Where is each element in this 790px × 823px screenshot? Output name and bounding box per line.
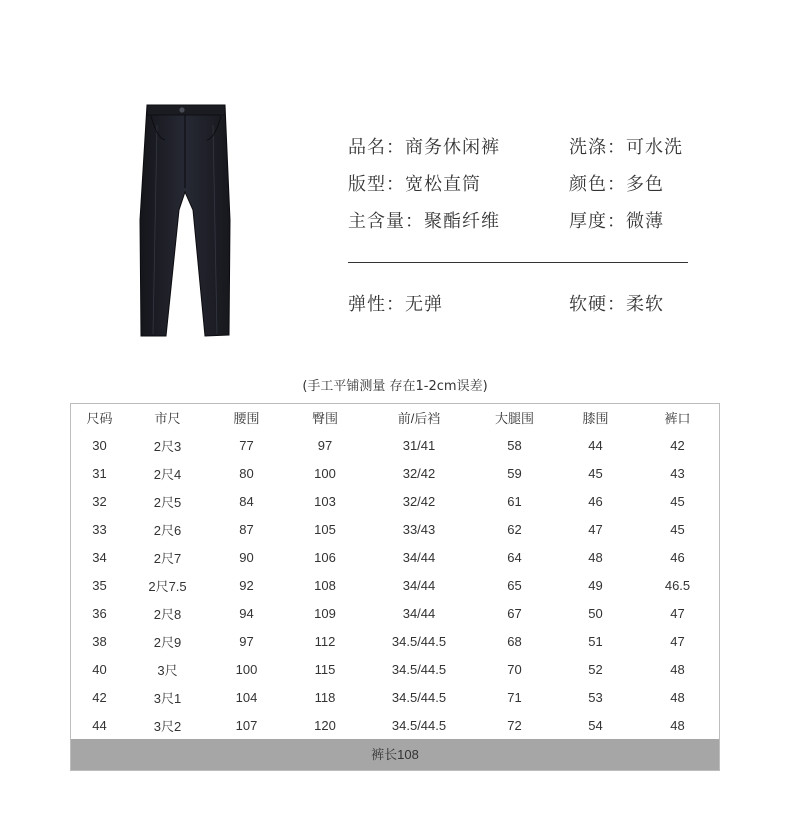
table-header-cell: 裤口 <box>664 411 691 426</box>
table-row <box>71 683 719 711</box>
table-cell: 32 <box>92 493 107 509</box>
table-cell: 33 <box>92 521 107 537</box>
table-cell: 42 <box>92 689 107 705</box>
table-row <box>71 515 719 543</box>
table-cell: 2尺6 <box>153 522 182 538</box>
table-cell: 43 <box>670 465 685 481</box>
table-cell: 34.5/44.5 <box>391 633 447 649</box>
size-table <box>70 403 720 771</box>
table-cell: 47 <box>670 605 685 621</box>
table-cell: 3尺2 <box>153 718 182 734</box>
table-cell: 47 <box>670 633 685 649</box>
table-cell: 45 <box>670 521 685 537</box>
table-cell: 2尺8 <box>153 606 182 622</box>
table-cell: 46.5 <box>664 577 691 593</box>
table-cell: 33/43 <box>402 521 436 537</box>
table-cell: 34.5/44.5 <box>391 689 447 705</box>
spec-divider <box>348 262 688 263</box>
table-cell: 109 <box>314 605 336 621</box>
table-cell: 40 <box>92 661 107 677</box>
table-cell: 3尺 <box>157 662 178 678</box>
table-cell: 50 <box>588 605 603 621</box>
spec-fit: 版型：宽松直筒 <box>348 174 481 195</box>
table-row <box>71 571 719 599</box>
table-cell: 2尺7 <box>153 550 182 566</box>
table-cell: 46 <box>588 493 603 509</box>
table-cell: 72 <box>507 717 522 733</box>
table-header-row <box>71 404 719 431</box>
table-header-cell: 尺码 <box>86 411 113 426</box>
table-cell: 108 <box>314 577 336 593</box>
table-cell: 104 <box>235 689 258 705</box>
table-cell: 107 <box>235 717 258 733</box>
spec-washing: 洗涤：可水洗 <box>569 137 683 158</box>
table-cell: 31 <box>92 465 107 481</box>
table-row <box>71 627 719 655</box>
table-cell: 48 <box>670 717 685 733</box>
table-cell: 3尺1 <box>153 690 182 706</box>
table-cell: 38 <box>92 633 107 649</box>
table-cell: 45 <box>670 493 685 509</box>
table-cell: 120 <box>314 717 336 733</box>
table-cell: 34 <box>92 549 107 565</box>
measure-note: (手工平铺测量 存在1-2cm误差) <box>302 379 488 394</box>
table-cell: 2尺7.5 <box>148 578 187 594</box>
table-cell: 94 <box>239 605 254 621</box>
table-cell: 2尺5 <box>153 494 182 510</box>
table-cell: 70 <box>507 661 522 677</box>
table-cell: 34.5/44.5 <box>391 661 447 677</box>
table-footer-length: 裤长108 <box>71 739 719 770</box>
table-row <box>71 711 719 739</box>
table-cell: 31/41 <box>402 437 436 453</box>
table-cell: 68 <box>507 633 522 649</box>
table-cell: 103 <box>314 493 336 509</box>
table-cell: 105 <box>314 521 336 537</box>
table-cell: 36 <box>92 605 107 621</box>
table-cell: 48 <box>588 549 603 565</box>
table-cell: 30 <box>92 437 107 453</box>
spec-color: 颜色：多色 <box>569 174 664 195</box>
table-cell: 65 <box>507 577 522 593</box>
spec-name: 品名：商务休闲裤 <box>348 137 500 158</box>
table-cell: 52 <box>588 661 603 677</box>
table-cell: 34/44 <box>402 549 436 565</box>
table-header-cell: 腰围 <box>233 411 260 426</box>
table-header-cell: 前/后裆 <box>397 411 441 426</box>
table-cell: 92 <box>239 577 254 593</box>
spec-material: 主含量：聚酯纤维 <box>348 211 500 232</box>
table-cell: 54 <box>588 717 603 733</box>
table-cell: 2尺3 <box>153 438 182 454</box>
table-cell: 71 <box>507 689 522 705</box>
table-header-cell: 市尺 <box>154 411 181 426</box>
table-cell: 48 <box>670 689 685 705</box>
table-row <box>71 459 719 487</box>
spec-thickness: 厚度：微薄 <box>569 211 664 232</box>
table-cell: 2尺9 <box>153 634 182 650</box>
size-table-grid <box>71 404 719 739</box>
table-header-cell: 大腿围 <box>494 411 534 426</box>
table-cell: 32/42 <box>402 465 436 481</box>
waistband <box>147 105 225 115</box>
table-cell: 46 <box>670 549 685 565</box>
table-header-cell: 臀围 <box>311 411 338 426</box>
table-cell: 87 <box>239 521 254 537</box>
table-row <box>71 655 719 683</box>
table-cell: 100 <box>235 661 258 677</box>
table-cell: 80 <box>239 465 254 481</box>
table-cell: 53 <box>588 689 603 705</box>
table-cell: 49 <box>588 577 603 593</box>
table-cell: 42 <box>670 437 685 453</box>
table-cell: 112 <box>314 633 336 649</box>
table-cell: 106 <box>314 549 336 565</box>
table-cell: 34.5/44.5 <box>391 717 447 733</box>
table-cell: 34/44 <box>402 577 436 593</box>
table-cell: 32/42 <box>402 493 436 509</box>
table-cell: 84 <box>239 493 254 509</box>
table-cell: 58 <box>507 437 522 453</box>
table-cell: 61 <box>507 493 522 509</box>
table-row <box>71 431 719 459</box>
table-header-cell: 膝围 <box>582 411 609 426</box>
table-cell: 118 <box>314 689 336 705</box>
spec-elasticity: 弹性：无弹 <box>348 294 443 315</box>
product-image <box>135 100 235 342</box>
table-row <box>71 599 719 627</box>
table-cell: 44 <box>92 717 107 733</box>
table-cell: 34/44 <box>402 605 436 621</box>
table-body <box>71 431 719 739</box>
table-cell: 45 <box>588 465 603 481</box>
table-cell: 47 <box>588 521 603 537</box>
table-cell: 62 <box>507 521 522 537</box>
table-cell: 77 <box>239 437 254 453</box>
table-cell: 67 <box>507 605 522 621</box>
table-row <box>71 487 719 515</box>
table-cell: 44 <box>588 437 603 453</box>
waist-button <box>179 107 184 112</box>
table-cell: 100 <box>314 465 336 481</box>
spec-softness: 软硬：柔软 <box>569 294 664 315</box>
table-row <box>71 543 719 571</box>
table-cell: 97 <box>239 633 254 649</box>
table-cell: 90 <box>239 549 254 565</box>
table-cell: 115 <box>314 661 336 677</box>
table-cell: 35 <box>92 577 107 593</box>
table-cell: 2尺4 <box>153 466 182 482</box>
table-cell: 64 <box>507 549 522 565</box>
trousers-illustration <box>135 100 235 342</box>
table-cell: 59 <box>507 465 522 481</box>
table-cell: 97 <box>317 437 333 453</box>
table-cell: 51 <box>588 633 603 649</box>
table-cell: 48 <box>670 661 685 677</box>
